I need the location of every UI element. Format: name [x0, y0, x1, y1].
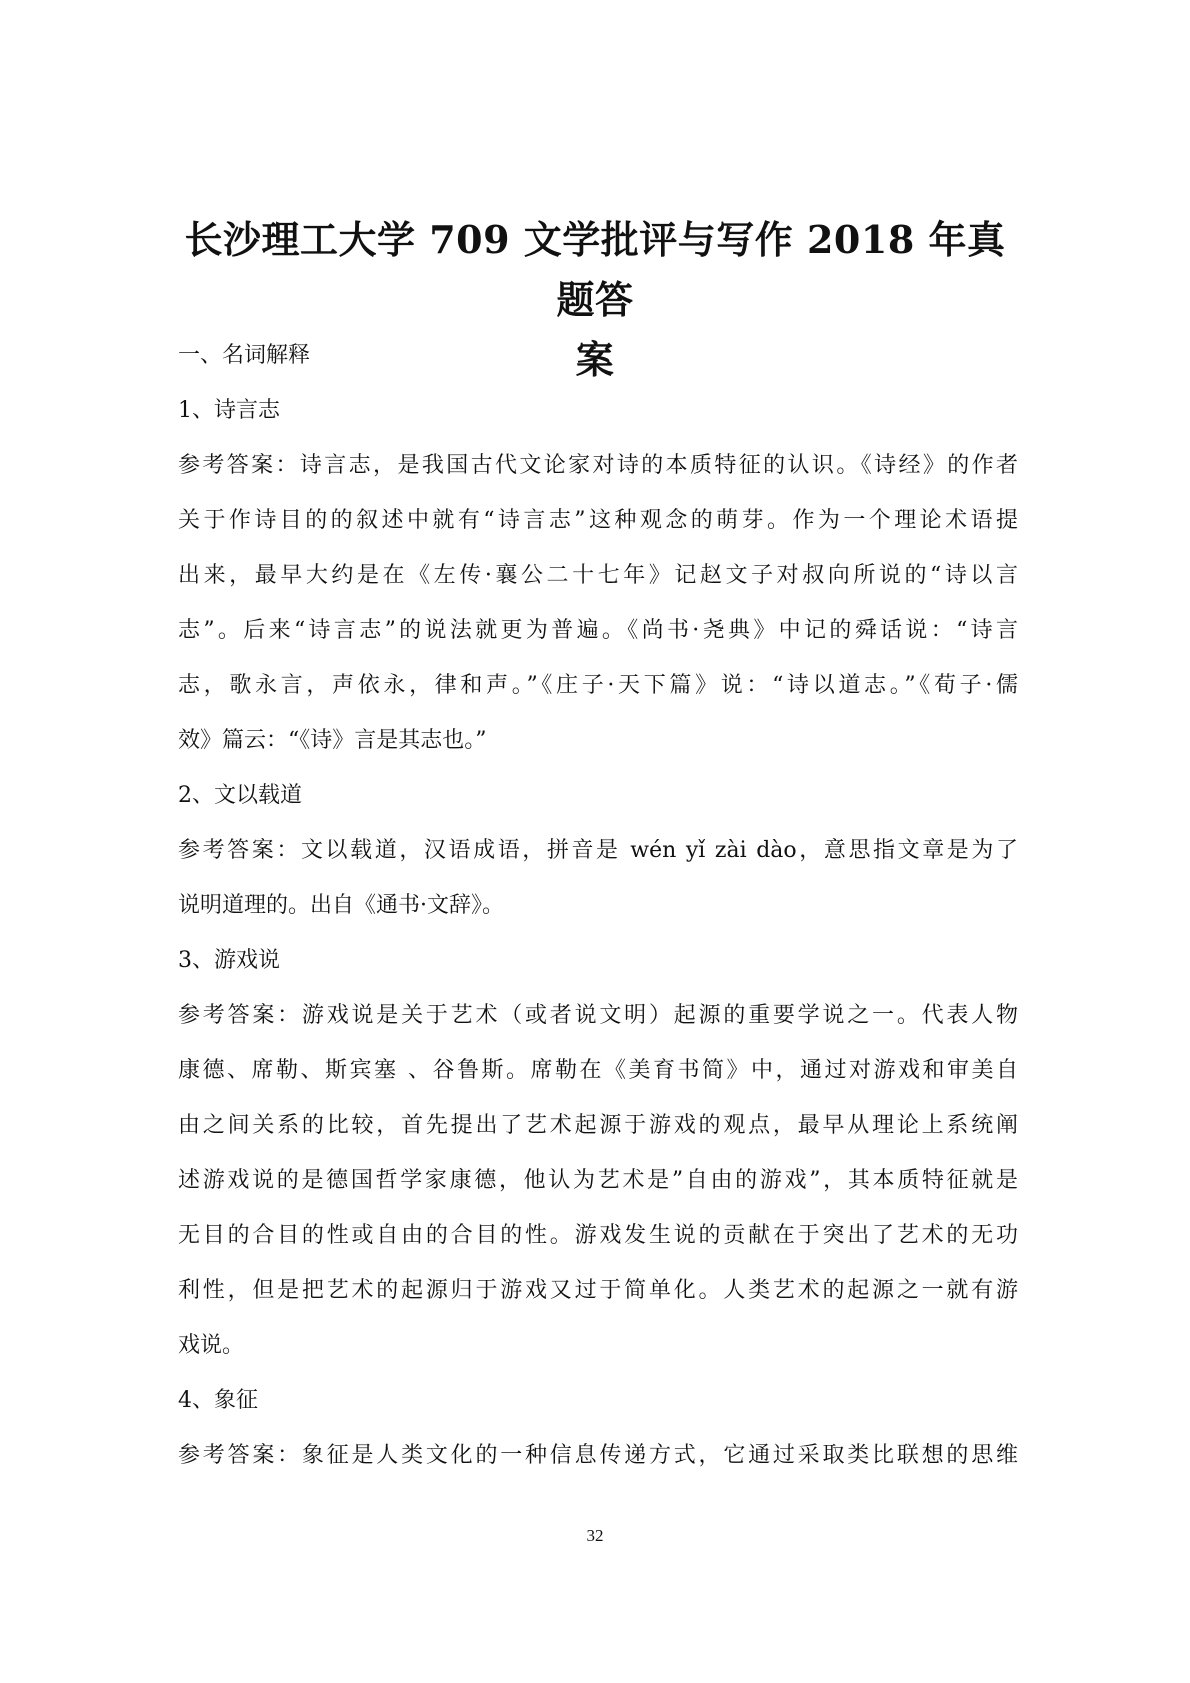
paragraph-line: 出来，最早大约是在《左传·襄公二十七年》记赵文子对叔向所说的“诗以言 — [178, 563, 1018, 588]
paragraph-line: 关于作诗目的的叙述中就有“诗言志”这种观念的萌芽。作为一个理论术语提 — [178, 508, 1018, 533]
paragraph-line: 康德、席勒、斯宾塞 、谷鲁斯。席勒在《美育书简》中，通过对游戏和审美自 — [178, 1058, 1018, 1083]
title-line: 案 — [575, 337, 615, 382]
title-line: 长沙理工大学 709 文学批评与写作 2018 年真题答 — [184, 217, 1006, 322]
paragraph-line: 由之间关系的比较，首先提出了艺术起源于游戏的观点，最早从理论上系统阐 — [178, 1113, 1018, 1138]
paragraph-line: 志”。后来“诗言志”的说法就更为普遍。《尚书·尧典》中记的舜话说：“诗言 — [178, 618, 1018, 643]
term-heading: 4、象征 — [178, 1388, 258, 1413]
paragraph-line: 志，歌永言，声依永，律和声。”《庄子·天下篇》说：“诗以道志。”《荀子·儒 — [178, 673, 1018, 698]
document-body — [178, 328, 1018, 1483]
paragraph-line: 参考答案：游戏说是关于艺术（或者说文明）起源的重要学说之一。代表人物 — [178, 1003, 1018, 1028]
paragraph-line: 效》篇云：“《诗》言是其志也。” — [178, 728, 487, 753]
section-heading: 一、名词解释 — [178, 343, 311, 368]
paragraph-line: 戏说。 — [178, 1333, 245, 1358]
paragraph-line: 参考答案：诗言志，是我国古代文论家对诗的本质特征的认识。《诗经》的作者 — [178, 453, 1018, 478]
paragraph-line: 利性，但是把艺术的起源归于游戏又过于简单化。人类艺术的起源之一就有游 — [178, 1278, 1018, 1303]
paragraph-line: 参考答案：文以载道，汉语成语，拼音是 wén yǐ zài dào，意思指文章是为了 — [178, 838, 1018, 863]
paragraph-line: 说明道理的。出自《通书·文辞》。 — [178, 893, 504, 918]
paragraph-line: 述游戏说的是德国哲学家康德，他认为艺术是”自由的游戏”，其本质特征就是 — [178, 1168, 1018, 1193]
paragraph-line: 无目的合目的性或自由的合目的性。游戏发生说的贡献在于突出了艺术的无功 — [178, 1223, 1018, 1248]
term-heading: 3、游戏说 — [178, 948, 280, 973]
term-heading: 1、诗言志 — [178, 398, 280, 423]
paragraph-line: 参考答案：象征是人类文化的一种信息传递方式，它通过采取类比联想的思维 — [178, 1443, 1018, 1468]
page-number: 32 — [586, 1526, 604, 1545]
term-heading: 2、文以载道 — [178, 783, 302, 808]
